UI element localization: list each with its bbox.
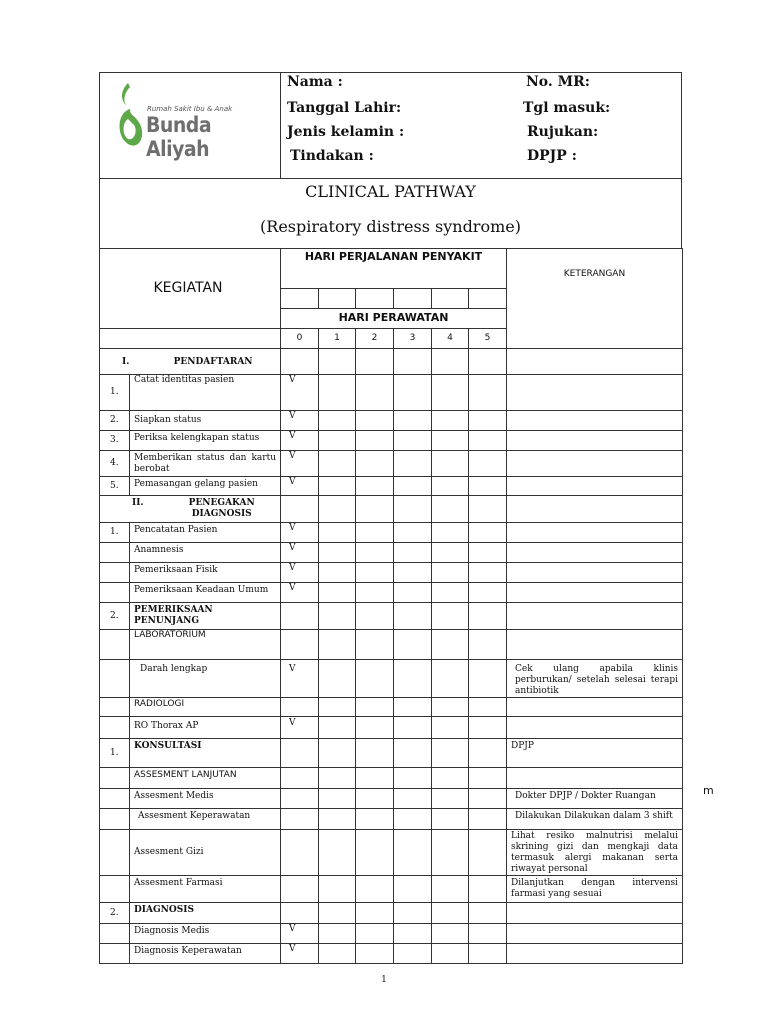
section-title: PENEGAKAN DIAGNOSIS <box>188 498 255 519</box>
row-activity: Assesment Medis <box>130 789 281 809</box>
check-mark: V <box>281 660 319 698</box>
row-activity: RADIOLOGI <box>130 698 281 717</box>
table-row <box>100 477 683 496</box>
row-activity: DIAGNOSIS <box>130 903 281 924</box>
check-mark: V <box>281 583 319 603</box>
check-mark: V <box>281 523 319 543</box>
section-row <box>100 496 683 523</box>
table-row <box>100 789 683 809</box>
row-note: Lihat resiko malnutrisi melalui skrining gizi dan mengkaji data termasuk alergi makanan serta riwayat personal <box>507 830 683 876</box>
blank-cell <box>394 289 432 309</box>
check-mark: V <box>281 944 319 964</box>
field-rujukan: Rujukan: <box>527 124 599 140</box>
day-2: 2 <box>356 329 394 349</box>
row-activity: Anamnesis <box>130 543 281 563</box>
logo-tagline: Rumah Sakit Ibu & Anak <box>147 105 233 113</box>
keterangan-header: KETERANGAN <box>507 249 683 349</box>
hari-perawatan-header: HARI PERAWATAN <box>281 309 507 329</box>
table-row <box>100 543 683 563</box>
row-number: 3. <box>100 431 130 451</box>
table-row <box>100 583 683 603</box>
logo-cell <box>100 73 281 178</box>
table-row <box>100 660 683 698</box>
check-mark: V <box>281 411 319 431</box>
page-subtitle: (Respiratory distress syndrome) <box>260 217 521 236</box>
table-row <box>100 563 683 583</box>
table-row <box>100 431 683 451</box>
check-mark: V <box>281 543 319 563</box>
day-4: 4 <box>432 329 469 349</box>
row-number: 2. <box>100 603 130 630</box>
field-tindakan: Tindakan : <box>290 148 374 164</box>
day-0: 0 <box>281 329 319 349</box>
row-activity: Periksa kelengkapan status <box>130 431 281 451</box>
table-row <box>100 830 683 876</box>
table-row <box>100 630 683 660</box>
table-row <box>100 809 683 830</box>
row-activity: Diagnosis Medis <box>130 924 281 944</box>
check-mark: V <box>281 924 319 944</box>
row-activity: PEMERIKSAAN PENUNJANG <box>130 603 281 630</box>
check-mark: V <box>281 477 319 496</box>
blank-cell <box>432 289 469 309</box>
row-note: Dilanjutkan dengan intervensi farmasi yang sesuai <box>507 876 683 903</box>
row-number: 1. <box>100 739 130 768</box>
check-mark: V <box>281 717 319 739</box>
stray-mark: m <box>703 784 714 797</box>
table-row <box>100 451 683 477</box>
row-activity: Assesment Farmasi <box>130 876 281 903</box>
day-5: 5 <box>469 329 507 349</box>
row-number: 1. <box>100 375 130 411</box>
row-activity: Siapkan status <box>130 411 281 431</box>
row-number: 2. <box>100 411 130 431</box>
table-row <box>100 603 683 630</box>
section-number: I. <box>122 357 130 367</box>
table-row <box>100 523 683 543</box>
blank-cell <box>100 329 281 349</box>
blank-cell <box>356 289 394 309</box>
row-activity: Assesment Keperawatan <box>130 809 281 830</box>
row-note: Cek ulang apabila klinis perburukan/ setelah selesai terapi antibiotik <box>507 660 683 698</box>
row-number: 2. <box>100 903 130 924</box>
row-note: Dokter DPJP / Dokter Ruangan <box>507 789 683 809</box>
check-mark: V <box>281 563 319 583</box>
blank-cell <box>319 289 356 309</box>
table-row <box>100 924 683 944</box>
table-row <box>100 903 683 924</box>
table-row <box>100 375 683 411</box>
section-number: II. <box>132 498 144 508</box>
row-activity: Diagnosis Keperawatan <box>130 944 281 964</box>
field-tanggal-lahir: Tanggal Lahir: <box>287 100 402 116</box>
row-activity: Pemasangan gelang pasien <box>130 477 281 496</box>
table-row <box>100 876 683 903</box>
section-title: PENDAFTARAN <box>173 357 253 367</box>
day-1: 1 <box>319 329 356 349</box>
row-number: 4. <box>100 451 130 477</box>
pathway-table <box>99 248 683 964</box>
row-activity: Darah lengkap <box>130 660 281 698</box>
field-no-mr: No. MR: <box>526 74 590 90</box>
page-number: 1 <box>381 975 387 985</box>
row-activity: KONSULTASI <box>130 739 281 768</box>
table-row <box>100 768 683 789</box>
title-block <box>99 178 682 249</box>
field-tgl-masuk: Tgl masuk: <box>523 100 611 116</box>
page-title: CLINICAL PATHWAY <box>305 182 476 201</box>
day-3: 3 <box>394 329 432 349</box>
row-activity: Catat identitas pasien <box>130 375 281 411</box>
field-nama: Nama : <box>287 74 343 90</box>
table-row <box>100 944 683 964</box>
section-row <box>100 349 683 375</box>
leaf-logo-icon <box>114 81 146 151</box>
row-activity: Pemeriksaan Keadaan Umum <box>130 583 281 603</box>
check-mark: V <box>281 375 319 411</box>
row-activity: RO Thorax AP <box>130 717 281 739</box>
row-activity: Assesment Gizi <box>130 830 281 876</box>
field-dpjp: DPJP : <box>527 148 577 164</box>
check-mark: V <box>281 451 319 477</box>
row-note: DPJP <box>507 739 683 768</box>
table-row <box>100 698 683 717</box>
check-mark: V <box>281 431 319 451</box>
row-activity: ASSESMENT LANJUTAN <box>130 768 281 789</box>
blank-cell <box>281 289 319 309</box>
table-row <box>100 717 683 739</box>
row-number: 1. <box>100 523 130 543</box>
row-activity: Memberikan status dan kartu berobat <box>130 451 281 477</box>
field-jenis-kelamin: Jenis kelamin : <box>287 124 405 140</box>
hari-perjalanan-header: HARI PERJALANAN PENYAKIT <box>281 249 507 289</box>
patient-header <box>99 72 682 179</box>
row-activity: LABORATORIUM <box>130 630 281 660</box>
table-row <box>100 739 683 768</box>
row-activity: Pencatatan Pasien <box>130 523 281 543</box>
row-note: Dilakukan Dilakukan dalam 3 shift <box>507 809 683 830</box>
table-row <box>100 411 683 431</box>
kegiatan-header: KEGIATAN <box>100 249 281 329</box>
row-number: 5. <box>100 477 130 496</box>
blank-cell <box>469 289 507 309</box>
logo-name: Bunda Aliyah <box>146 113 212 161</box>
row-activity: Pemeriksaan Fisik <box>130 563 281 583</box>
